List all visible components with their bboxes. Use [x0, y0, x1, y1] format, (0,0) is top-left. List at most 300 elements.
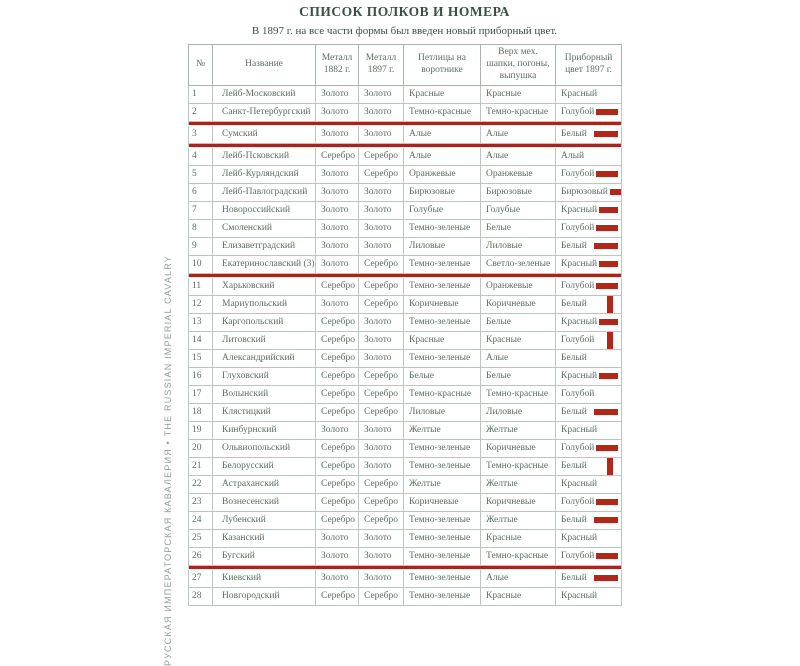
red-color-swatch: [610, 189, 621, 195]
cell-collar-tabs: Темно-зеленые: [404, 529, 481, 547]
cell-cap-top: Красные: [481, 529, 556, 547]
cell-regiment-name: Сумский: [213, 125, 316, 143]
column-header: Название: [213, 45, 316, 86]
cell-instrument-color: [556, 147, 622, 165]
cell-cap-top: Алые: [481, 569, 556, 587]
cell-collar-tabs: Желтые: [404, 421, 481, 439]
cell-regiment-name: Волынский: [213, 385, 316, 403]
cell-instrument-color: [556, 587, 622, 605]
red-color-swatch: [596, 445, 618, 451]
cell-regiment-name: Новороссийский: [213, 201, 316, 219]
cell-metal-1897: Золото: [359, 457, 404, 475]
cell-metal-1882: Золото: [316, 529, 359, 547]
color-cell: [561, 126, 618, 143]
color-label: Красный: [561, 259, 598, 270]
cell-instrument-color: [556, 421, 622, 439]
cell-regiment-name: Мариупольский: [213, 295, 316, 313]
cell-cap-top: Темно-красные: [481, 103, 556, 121]
cell-number: 19: [189, 421, 213, 439]
table-row: [189, 475, 622, 493]
color-cell: [561, 386, 618, 403]
cell-regiment-name: Лубенский: [213, 511, 316, 529]
table-row: [189, 85, 622, 103]
cell-number: 27: [189, 569, 213, 587]
cell-metal-1882: Серебро: [316, 313, 359, 331]
cell-regiment-name: Астраханский: [213, 475, 316, 493]
cell-number: 7: [189, 201, 213, 219]
cell-collar-tabs: Оранжевые: [404, 165, 481, 183]
column-header: Верх мех. шапки, погоны, выпушка: [481, 45, 556, 86]
table-row: [189, 587, 622, 605]
cell-number: 15: [189, 349, 213, 367]
cell-collar-tabs: Темно-зеленые: [404, 277, 481, 295]
table-row: [189, 493, 622, 511]
color-label: Белый: [561, 241, 587, 252]
cell-instrument-color: [556, 349, 622, 367]
cell-cap-top: Светло-зеленые: [481, 255, 556, 273]
cell-instrument-color: [556, 165, 622, 183]
cell-metal-1897: Золото: [359, 237, 404, 255]
cell-metal-1882: Золото: [316, 201, 359, 219]
cell-cap-top: Темно-красные: [481, 385, 556, 403]
cell-metal-1882: Серебро: [316, 475, 359, 493]
cell-collar-tabs: Темно-зеленые: [404, 255, 481, 273]
cell-number: 9: [189, 237, 213, 255]
column-header: Металл 1882 г.: [316, 45, 359, 86]
cell-metal-1882: Серебро: [316, 385, 359, 403]
cell-metal-1882: Серебро: [316, 439, 359, 457]
cell-cap-top: Оранжевые: [481, 277, 556, 295]
cell-regiment-name: Вознесенский: [213, 493, 316, 511]
cell-regiment-name: Каргопольский: [213, 313, 316, 331]
color-cell: [561, 86, 618, 103]
cell-number: 8: [189, 219, 213, 237]
cell-cap-top: Голубые: [481, 201, 556, 219]
color-cell: [561, 548, 618, 565]
cell-number: 28: [189, 587, 213, 605]
color-cell: [561, 422, 618, 439]
column-header: Петлицы на воротнике: [404, 45, 481, 86]
table-row: [189, 457, 622, 475]
red-color-swatch: [607, 331, 613, 349]
cell-collar-tabs: Коричневые: [404, 493, 481, 511]
red-color-swatch: [596, 225, 618, 231]
cell-number: 24: [189, 511, 213, 529]
cell-regiment-name: Глуховский: [213, 367, 316, 385]
red-color-swatch: [594, 131, 618, 137]
cell-number: 11: [189, 277, 213, 295]
red-color-swatch: [594, 243, 618, 249]
table-row: [189, 569, 622, 587]
cell-cap-top: Красные: [481, 331, 556, 349]
color-label: Белый: [561, 515, 587, 526]
cell-regiment-name: Екатеринославский (3): [213, 255, 316, 273]
color-label: Белый: [561, 353, 587, 364]
cell-regiment-name: Клястицкий: [213, 403, 316, 421]
color-label: Голубой: [561, 551, 595, 562]
color-cell: [561, 220, 618, 237]
cell-instrument-color: [556, 493, 622, 511]
cell-regiment-name: Новгородский: [213, 587, 316, 605]
color-cell: [561, 148, 618, 165]
cell-collar-tabs: Желтые: [404, 475, 481, 493]
cell-instrument-color: [556, 475, 622, 493]
cell-instrument-color: [556, 183, 622, 201]
cell-collar-tabs: Коричневые: [404, 295, 481, 313]
cell-instrument-color: [556, 125, 622, 143]
cell-metal-1897: Золото: [359, 125, 404, 143]
cell-cap-top: Бирюзовые: [481, 183, 556, 201]
red-color-swatch: [596, 553, 618, 559]
color-cell: [561, 494, 618, 511]
cell-metal-1882: Серебро: [316, 277, 359, 295]
cell-instrument-color: [556, 313, 622, 331]
cell-collar-tabs: Красные: [404, 85, 481, 103]
cell-cap-top: Алые: [481, 125, 556, 143]
table-row: [189, 125, 622, 143]
red-color-swatch: [599, 207, 618, 213]
color-label: Красный: [561, 205, 598, 216]
table-row: [189, 367, 622, 385]
cell-metal-1882: Золото: [316, 569, 359, 587]
cell-regiment-name: Санкт-Петербургский: [213, 103, 316, 121]
cell-regiment-name: Лейб-Курляндский: [213, 165, 316, 183]
color-cell: [561, 104, 618, 121]
cell-number: 5: [189, 165, 213, 183]
cell-collar-tabs: Алые: [404, 125, 481, 143]
cell-metal-1897: Золото: [359, 349, 404, 367]
cell-regiment-name: Лейб-Павлоградский: [213, 183, 316, 201]
cell-metal-1897: Золото: [359, 201, 404, 219]
cell-metal-1882: Золото: [316, 547, 359, 565]
cell-cap-top: Желтые: [481, 475, 556, 493]
cell-metal-1882: Золото: [316, 103, 359, 121]
color-cell: [561, 256, 618, 273]
cell-metal-1882: Золото: [316, 295, 359, 313]
table-row: [189, 547, 622, 565]
cell-collar-tabs: Голубые: [404, 201, 481, 219]
table-row: [189, 331, 622, 349]
color-cell: [561, 166, 618, 183]
cell-regiment-name: Белорусский: [213, 457, 316, 475]
cell-regiment-name: Александрийский: [213, 349, 316, 367]
color-label: Голубой: [561, 223, 595, 234]
cell-metal-1882: Золото: [316, 237, 359, 255]
color-label: Белый: [561, 461, 587, 472]
color-cell: [561, 404, 618, 421]
cell-instrument-color: [556, 85, 622, 103]
cell-instrument-color: [556, 403, 622, 421]
cell-instrument-color: [556, 277, 622, 295]
cell-metal-1882: Золото: [316, 255, 359, 273]
color-label: Алый: [561, 151, 585, 162]
cell-metal-1897: Серебро: [359, 385, 404, 403]
color-cell: [561, 202, 618, 219]
cell-collar-tabs: Темно-зеленые: [404, 313, 481, 331]
table-row: [189, 165, 622, 183]
cell-number: 26: [189, 547, 213, 565]
cell-metal-1897: Золото: [359, 219, 404, 237]
cell-metal-1882: Серебро: [316, 457, 359, 475]
cell-metal-1882: Серебро: [316, 147, 359, 165]
cell-cap-top: Лиловые: [481, 237, 556, 255]
cell-metal-1897: Серебро: [359, 403, 404, 421]
cell-number: 13: [189, 313, 213, 331]
cell-metal-1882: Золото: [316, 183, 359, 201]
red-color-swatch: [599, 261, 618, 267]
red-color-swatch: [607, 457, 613, 475]
color-label: Голубой: [561, 497, 595, 508]
column-header: №: [189, 45, 213, 86]
cell-metal-1897: Золото: [359, 439, 404, 457]
color-label: Голубой: [561, 443, 595, 454]
color-label: Голубой: [561, 169, 595, 180]
table-row: [189, 403, 622, 421]
table-row: [189, 439, 622, 457]
cell-number: 4: [189, 147, 213, 165]
color-label: Красный: [561, 533, 598, 544]
cell-metal-1897: Золото: [359, 529, 404, 547]
cell-metal-1897: Золото: [359, 85, 404, 103]
cell-regiment-name: Лейб-Псковский: [213, 147, 316, 165]
cell-cap-top: Белые: [481, 367, 556, 385]
cell-regiment-name: Лейб-Московский: [213, 85, 316, 103]
color-label: Красный: [561, 425, 598, 436]
cell-number: 23: [189, 493, 213, 511]
cell-instrument-color: [556, 103, 622, 121]
cell-metal-1897: Серебро: [359, 367, 404, 385]
table-row: [189, 313, 622, 331]
table-row: [189, 529, 622, 547]
column-header: Металл 1897 г.: [359, 45, 404, 86]
table-row: [189, 147, 622, 165]
color-label: Голубой: [561, 281, 595, 292]
cell-collar-tabs: Лиловые: [404, 237, 481, 255]
cell-instrument-color: [556, 255, 622, 273]
red-color-swatch: [599, 319, 618, 325]
cell-instrument-color: [556, 237, 622, 255]
cell-metal-1897: Золото: [359, 547, 404, 565]
cell-metal-1897: Золото: [359, 569, 404, 587]
red-color-swatch: [596, 171, 618, 177]
cell-regiment-name: Кинбурнский: [213, 421, 316, 439]
table-row: [189, 255, 622, 273]
color-cell: [561, 512, 618, 529]
color-label: Голубой: [561, 107, 595, 118]
cell-cap-top: Желтые: [481, 421, 556, 439]
table-row: [189, 421, 622, 439]
cell-instrument-color: [556, 547, 622, 565]
cell-cap-top: Белые: [481, 219, 556, 237]
cell-cap-top: Темно-красные: [481, 547, 556, 565]
color-label: Голубой: [561, 389, 595, 400]
cell-collar-tabs: Темно-зеленые: [404, 457, 481, 475]
cell-instrument-color: [556, 367, 622, 385]
cell-number: 14: [189, 331, 213, 349]
color-cell: [561, 184, 618, 201]
color-cell: [561, 238, 618, 255]
cell-cap-top: Оранжевые: [481, 165, 556, 183]
cell-regiment-name: Казанский: [213, 529, 316, 547]
table-row: [189, 219, 622, 237]
red-color-swatch: [594, 409, 618, 415]
cell-number: 6: [189, 183, 213, 201]
table-row: [189, 385, 622, 403]
color-label: Красный: [561, 591, 598, 602]
cell-collar-tabs: Темно-зеленые: [404, 219, 481, 237]
red-color-swatch: [607, 295, 613, 313]
color-cell: [561, 314, 618, 331]
regiments-table: [188, 44, 622, 606]
color-cell: [561, 570, 618, 587]
cell-metal-1897: Золото: [359, 331, 404, 349]
color-cell: [561, 440, 618, 457]
cell-number: 17: [189, 385, 213, 403]
color-label: Бирюзовый: [561, 187, 608, 198]
red-color-swatch: [596, 499, 618, 505]
color-cell: [561, 368, 618, 385]
cell-collar-tabs: Алые: [404, 147, 481, 165]
cell-metal-1897: Золото: [359, 183, 404, 201]
table-row: [189, 295, 622, 313]
table-row: [189, 277, 622, 295]
cell-instrument-color: [556, 511, 622, 529]
cell-instrument-color: [556, 569, 622, 587]
color-label: Голубой: [561, 335, 595, 346]
table-row: [189, 103, 622, 121]
cell-cap-top: Белые: [481, 313, 556, 331]
cell-instrument-color: [556, 331, 622, 349]
cell-metal-1897: Серебро: [359, 295, 404, 313]
column-header: Приборный цвет 1897 г.: [556, 45, 622, 86]
cell-number: 3: [189, 125, 213, 143]
cell-cap-top: Лиловые: [481, 403, 556, 421]
cell-collar-tabs: Темно-зеленые: [404, 587, 481, 605]
cell-metal-1882: Золото: [316, 219, 359, 237]
cell-collar-tabs: Темно-зеленые: [404, 349, 481, 367]
cell-instrument-color: [556, 529, 622, 547]
red-color-swatch: [599, 373, 618, 379]
cell-metal-1897: Серебро: [359, 277, 404, 295]
color-label: Белый: [561, 573, 587, 584]
cell-metal-1897: Серебро: [359, 475, 404, 493]
cell-metal-1897: Серебро: [359, 147, 404, 165]
page-content: [188, 0, 621, 606]
cell-metal-1882: Серебро: [316, 367, 359, 385]
cell-cap-top: Красные: [481, 85, 556, 103]
cell-metal-1897: Золото: [359, 103, 404, 121]
cell-collar-tabs: Темно-красные: [404, 103, 481, 121]
cell-metal-1897: Золото: [359, 313, 404, 331]
cell-metal-1882: Серебро: [316, 349, 359, 367]
cell-collar-tabs: Темно-зеленые: [404, 511, 481, 529]
color-cell: [561, 476, 618, 493]
color-label: Белый: [561, 129, 587, 140]
cell-number: 10: [189, 255, 213, 273]
table-row: [189, 183, 622, 201]
cell-regiment-name: Харьковский: [213, 277, 316, 295]
cell-metal-1882: Серебро: [316, 587, 359, 605]
color-cell: [561, 588, 618, 605]
cell-collar-tabs: Красные: [404, 331, 481, 349]
cell-metal-1882: Серебро: [316, 493, 359, 511]
cell-collar-tabs: Темно-зеленые: [404, 439, 481, 457]
cell-metal-1882: Серебро: [316, 331, 359, 349]
color-label: Красный: [561, 479, 598, 490]
cell-number: 2: [189, 103, 213, 121]
cell-regiment-name: Ольвиопольский: [213, 439, 316, 457]
cell-number: 20: [189, 439, 213, 457]
cell-collar-tabs: Бирюзовые: [404, 183, 481, 201]
cell-metal-1897: Серебро: [359, 493, 404, 511]
cell-instrument-color: [556, 457, 622, 475]
red-color-swatch: [596, 109, 618, 115]
cell-number: 1: [189, 85, 213, 103]
cell-metal-1897: Серебро: [359, 255, 404, 273]
table-row: [189, 349, 622, 367]
cell-collar-tabs: Темно-зеленые: [404, 547, 481, 565]
cell-regiment-name: Бугский: [213, 547, 316, 565]
color-label: Белый: [561, 407, 587, 418]
table-row: [189, 237, 622, 255]
cell-metal-1882: Золото: [316, 125, 359, 143]
cell-metal-1882: Золото: [316, 421, 359, 439]
cell-metal-1882: Серебро: [316, 511, 359, 529]
page-subtitle: В 1897 г. на все части формы был введен новый приборный цвет.: [251, 25, 558, 37]
cell-number: 18: [189, 403, 213, 421]
cell-number: 25: [189, 529, 213, 547]
cell-cap-top: Алые: [481, 147, 556, 165]
color-label: Красный: [561, 371, 598, 382]
cell-collar-tabs: Темно-зеленые: [404, 569, 481, 587]
cell-cap-top: Желтые: [481, 511, 556, 529]
color-label: Красный: [561, 317, 598, 328]
cell-regiment-name: Киевский: [213, 569, 316, 587]
cell-metal-1897: Серебро: [359, 165, 404, 183]
cell-cap-top: Темно-красные: [481, 457, 556, 475]
cell-collar-tabs: Белые: [404, 367, 481, 385]
cell-metal-1882: Золото: [316, 85, 359, 103]
color-label: Белый: [561, 299, 587, 310]
cell-instrument-color: [556, 385, 622, 403]
color-cell: [561, 530, 618, 547]
page-title: СПИСОК ПОЛКОВ И НОМЕРА: [299, 4, 510, 19]
cell-metal-1897: Серебро: [359, 587, 404, 605]
table-row: [189, 511, 622, 529]
cell-cap-top: Коричневые: [481, 439, 556, 457]
sidebar-vertical-text: РУССКАЯ ИМПЕРАТОРСКАЯ КАВАЛЕРИЯ • THE RUSSIAN IMPERIAL CAVALRY: [163, 255, 173, 666]
cell-regiment-name: Смоленский: [213, 219, 316, 237]
cell-cap-top: Красные: [481, 587, 556, 605]
cell-metal-1882: Серебро: [316, 403, 359, 421]
cell-instrument-color: [556, 201, 622, 219]
cell-number: 16: [189, 367, 213, 385]
color-cell: [561, 278, 618, 295]
cell-cap-top: Алые: [481, 349, 556, 367]
red-color-swatch: [594, 575, 618, 581]
cell-metal-1882: Золото: [316, 165, 359, 183]
cell-number: 21: [189, 457, 213, 475]
cell-cap-top: Коричневые: [481, 493, 556, 511]
cell-metal-1897: Золото: [359, 421, 404, 439]
table-row: [189, 201, 622, 219]
color-cell: [561, 350, 618, 367]
cell-cap-top: Коричневые: [481, 295, 556, 313]
cell-instrument-color: [556, 439, 622, 457]
cell-instrument-color: [556, 219, 622, 237]
cell-metal-1897: Серебро: [359, 511, 404, 529]
red-color-swatch: [596, 283, 618, 289]
